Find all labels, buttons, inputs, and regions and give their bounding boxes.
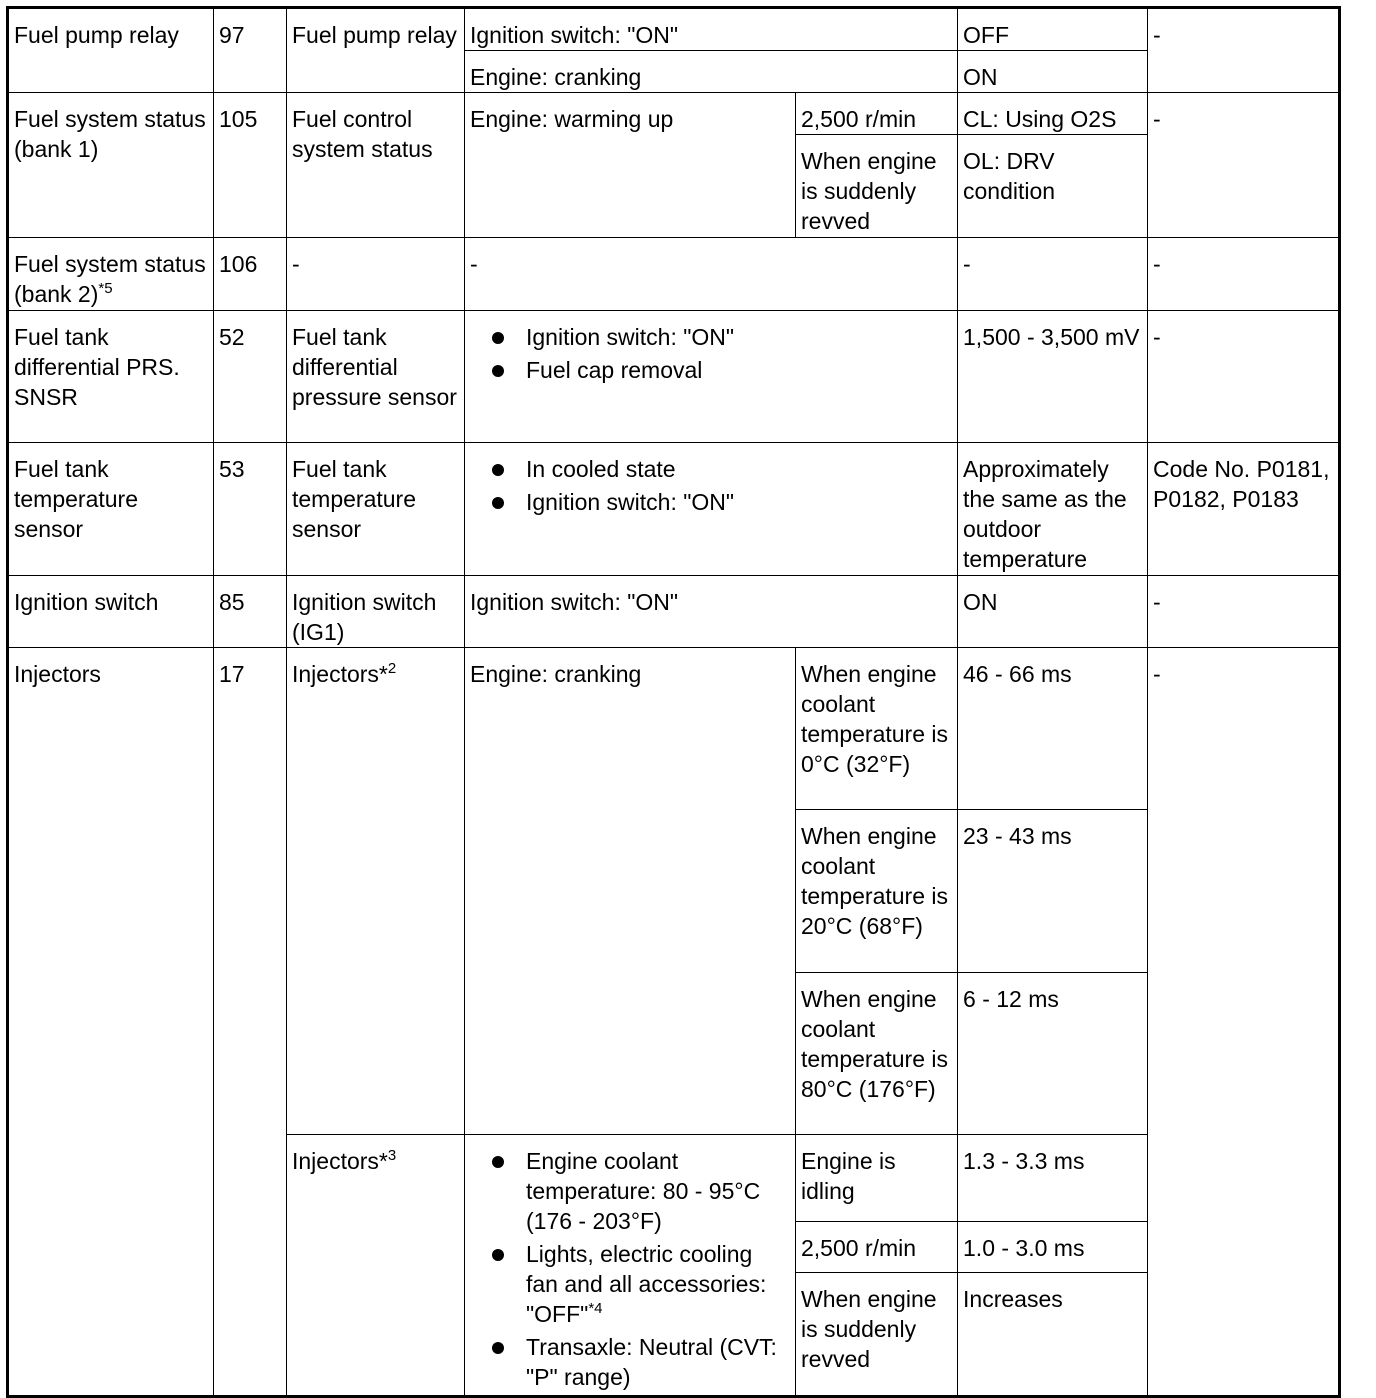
reference-cell: - <box>1148 8 1340 93</box>
item-name-cell: Fuel tank temperature sensor <box>287 443 465 576</box>
value-cell: - <box>958 238 1148 311</box>
data-no-cell: 105 <box>214 93 287 238</box>
value-cell: 1,500 - 3,500 mV <box>958 311 1148 443</box>
condition-cell: Engine: cranking <box>465 648 796 1135</box>
monitor-item-text: Fuel system status (bank 2) <box>14 251 206 307</box>
footnote-mark: *5 <box>98 280 113 297</box>
reference-cell: - <box>1148 576 1340 648</box>
value-cell: Increases <box>958 1273 1148 1397</box>
list-item-text: Lights, electric cooling fan and all accessories: "OFF" <box>526 1241 767 1327</box>
list-item: Ignition switch: "ON" <box>490 487 952 517</box>
table-row-fuel-tank-differential <box>8 311 1340 443</box>
item-name-cell <box>287 648 465 1135</box>
condition-cell: Ignition switch: "ON" <box>465 576 958 648</box>
value-cell: CL: Using O2S <box>958 93 1148 135</box>
sub-condition-cell: 2,500 r/min <box>796 93 958 135</box>
monitor-item-cell: Fuel tank differential PRS. SNSR <box>8 311 214 443</box>
item-name-cell: Ignition switch (IG1) <box>287 576 465 648</box>
data-no-cell: 53 <box>214 443 287 576</box>
item-name-text: Injectors* <box>292 661 388 687</box>
value-cell: 23 - 43 ms <box>958 810 1148 973</box>
footnote-mark: *4 <box>588 1300 603 1317</box>
condition-cell <box>465 311 958 443</box>
reference-cell: Code No. P0181, P0182, P0183 <box>1148 443 1340 576</box>
data-no-cell: 17 <box>214 648 287 1397</box>
table-row-fuel-system-bank2 <box>8 238 1340 311</box>
table-row-ignition-switch <box>8 576 1340 648</box>
condition-list <box>470 322 952 385</box>
monitor-item-cell: Injectors <box>8 648 214 1397</box>
sub-condition-cell: When engine coolant temperature is 80°C (176°F) <box>796 973 958 1135</box>
list-item: Engine coolant temperature: 80 - 95°C (176 - 203°F) <box>490 1146 790 1236</box>
value-cell: 1.3 - 3.3 ms <box>958 1135 1148 1222</box>
item-name-cell: - <box>287 238 465 311</box>
condition-cell: Engine: warming up <box>465 93 796 238</box>
list-item: Ignition switch: "ON" <box>490 322 952 352</box>
condition-list <box>470 1146 790 1392</box>
value-cell: 1.0 - 3.0 ms <box>958 1222 1148 1273</box>
footnote-mark: 3 <box>387 1147 397 1164</box>
list-item: Fuel cap removal <box>490 355 952 385</box>
value-cell: ON <box>958 51 1148 93</box>
list-item: Transaxle: Neutral (CVT: "P" range) <box>490 1332 790 1392</box>
monitor-item-cell: Fuel pump relay <box>8 8 214 93</box>
sub-condition-cell: When engine coolant temperature is 0°C (32°F) <box>796 648 958 810</box>
table-row-fuel-tank-temperature <box>8 443 1340 576</box>
item-name-text: Injectors* <box>292 1148 388 1174</box>
reference-cell: - <box>1148 648 1340 1397</box>
item-name-cell: Fuel tank differential pressure sensor <box>287 311 465 443</box>
value-cell: 46 - 66 ms <box>958 648 1148 810</box>
item-name-cell <box>287 1135 465 1397</box>
table-row-fuel-pump-relay <box>8 8 1340 51</box>
monitor-item-cell <box>8 238 214 311</box>
reference-cell: - <box>1148 311 1340 443</box>
condition-list <box>470 454 952 517</box>
data-no-cell: 106 <box>214 238 287 311</box>
table-row-injectors-1 <box>8 648 1340 810</box>
monitor-item-cell: Ignition switch <box>8 576 214 648</box>
table-row-fuel-system-bank1 <box>8 93 1340 135</box>
monitor-item-cell: Fuel system status (bank 1) <box>8 93 214 238</box>
item-name-cell: Fuel pump relay <box>287 8 465 93</box>
reference-cell: - <box>1148 93 1340 238</box>
data-no-cell: 97 <box>214 8 287 93</box>
monitor-item-cell: Fuel tank temperature sensor <box>8 443 214 576</box>
value-cell: OFF <box>958 8 1148 51</box>
list-item: In cooled state <box>490 454 952 484</box>
sub-condition-cell: When engine coolant temperature is 20°C (68°F) <box>796 810 958 973</box>
value-cell: 6 - 12 ms <box>958 973 1148 1135</box>
condition-cell: Engine: cranking <box>465 51 958 93</box>
condition-cell <box>465 1135 796 1397</box>
value-cell: ON <box>958 576 1148 648</box>
data-no-cell: 85 <box>214 576 287 648</box>
sub-condition-cell: When engine is suddenly revved <box>796 135 958 238</box>
reference-cell: - <box>1148 238 1340 311</box>
condition-cell <box>465 443 958 576</box>
specification-table <box>6 6 1341 1398</box>
value-cell: OL: DRV condition <box>958 135 1148 238</box>
sub-condition-cell: Engine is idling <box>796 1135 958 1222</box>
value-cell: Approximately the same as the outdoor temperature <box>958 443 1148 576</box>
footnote-mark: 2 <box>387 660 397 677</box>
sub-condition-cell: 2,500 r/min <box>796 1222 958 1273</box>
sub-condition-cell: When engine is suddenly revved <box>796 1273 958 1397</box>
list-item <box>490 1239 790 1329</box>
item-name-cell: Fuel control system status <box>287 93 465 238</box>
condition-cell: - <box>465 238 958 311</box>
condition-cell: Ignition switch: "ON" <box>465 8 958 51</box>
data-no-cell: 52 <box>214 311 287 443</box>
